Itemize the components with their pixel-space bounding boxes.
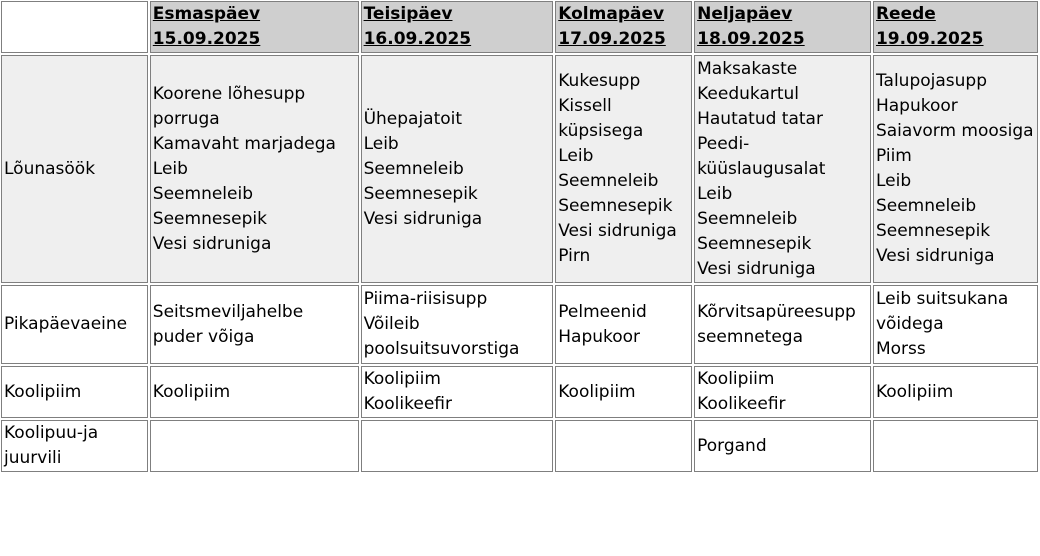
menu-item: poolsuitsuvorstiga <box>363 339 520 359</box>
menu-item: Vesi sidruniga <box>558 221 677 241</box>
menu-item: Pirn <box>558 246 591 266</box>
day-date: 19.09.2025 <box>875 29 984 49</box>
category-label <box>1 285 148 364</box>
menu-item: Seemnesepik <box>363 183 478 204</box>
menu-item: Leib <box>875 171 912 191</box>
category-label <box>1 420 148 472</box>
menu-item: Võileib <box>363 314 420 334</box>
menu-item: Maksakaste <box>697 58 798 79</box>
menu-item: Hautatud tatar <box>697 108 823 129</box>
day-date: 16.09.2025 <box>363 29 472 49</box>
menu-item: Seitsmeviljahelbe <box>152 301 304 322</box>
menu-item: Koolipiim <box>363 369 441 389</box>
menu-cell <box>361 420 554 472</box>
menu-item: Saiavorm moosiga <box>875 121 1034 141</box>
day-header-wednesday <box>555 1 692 53</box>
category-text: Pikapäevaeine <box>4 314 128 334</box>
menu-item: Peedi- <box>697 133 750 154</box>
menu-item: Seemneleib <box>558 171 659 191</box>
menu-cell <box>150 55 359 283</box>
menu-item: võidega <box>875 314 944 334</box>
menu-item: Seemnesepik <box>558 196 673 216</box>
menu-item: Leib <box>558 146 594 166</box>
menu-item: Piim <box>875 146 912 166</box>
menu-item: Vesi sidruniga <box>152 233 272 254</box>
menu-item: Leib suitsukana <box>875 289 1009 309</box>
menu-cell <box>873 420 1038 472</box>
menu-item: Vesi sidruniga <box>363 208 483 229</box>
menu-item: Keedukartul <box>697 83 800 104</box>
menu-item: Koolikeefir <box>363 394 452 414</box>
menu-cell <box>694 55 871 283</box>
day-header-monday <box>150 1 359 53</box>
menu-item: seemnetega <box>697 326 804 347</box>
menu-cell <box>150 366 359 418</box>
day-date: 17.09.2025 <box>558 29 666 49</box>
day-date: 18.09.2025 <box>697 29 805 49</box>
day-date: 15.09.2025 <box>152 29 261 49</box>
category-text: Koolipiim <box>4 381 82 402</box>
menu-item: Seemneleib <box>363 158 464 179</box>
menu-item: Seemnesepik <box>875 221 991 241</box>
menu-item: Porgand <box>697 435 767 456</box>
menu-item: Vesi sidruniga <box>697 258 816 279</box>
menu-item: Koolipiim <box>875 381 954 402</box>
menu-item: Seemneleib <box>875 196 977 216</box>
menu-item: Koolipiim <box>152 381 231 402</box>
row-lunch <box>1 55 1038 283</box>
menu-item: Hapukoor <box>558 326 641 347</box>
menu-item: küüslaugusalat <box>697 158 826 179</box>
menu-cell <box>555 366 692 418</box>
menu-item: Koorene lõhesupp <box>152 83 306 104</box>
menu-item: Seemneleib <box>697 208 798 229</box>
header-row <box>1 1 1038 53</box>
menu-item: puder võiga <box>152 326 255 347</box>
menu-item: porruga <box>152 108 220 129</box>
menu-cell <box>694 285 871 364</box>
day-header-thursday <box>694 1 871 53</box>
menu-cell <box>873 285 1038 364</box>
menu-item: Vesi sidruniga <box>875 246 995 266</box>
menu-item: Kõrvitsapüreesupp <box>697 301 856 322</box>
day-name: Neljapäev <box>697 4 793 24</box>
menu-cell <box>555 420 692 472</box>
day-name: Kolmapäev <box>558 4 665 24</box>
menu-item: Seemnesepik <box>697 233 812 254</box>
menu-cell <box>694 366 871 418</box>
day-header-friday <box>873 1 1038 53</box>
menu-item: Leib <box>697 183 733 204</box>
menu-item: Talupojasupp <box>875 71 987 91</box>
category-text: Koolipuu-ja juurvili <box>4 423 99 468</box>
menu-item: Piima-riisisupp <box>363 289 488 309</box>
menu-cell <box>361 366 554 418</box>
day-name: Reede <box>875 4 936 24</box>
menu-item: Seemneleib <box>152 183 253 204</box>
menu-item: Kukesupp <box>558 71 641 91</box>
menu-cell <box>873 366 1038 418</box>
row-fruit-vegetables <box>1 420 1038 472</box>
menu-item: Seemnesepik <box>152 208 267 229</box>
menu-item: küpsisega <box>558 121 644 141</box>
menu-cell <box>555 285 692 364</box>
menu-item: Hapukoor <box>875 96 958 116</box>
menu-item: Koolipiim <box>558 381 636 402</box>
corner-cell <box>1 1 148 53</box>
day-header-tuesday <box>361 1 554 53</box>
menu-cell <box>150 420 359 472</box>
menu-cell <box>694 420 871 472</box>
row-afternoon-meal <box>1 285 1038 364</box>
menu-item: Koolipiim <box>697 369 775 389</box>
menu-cell <box>555 55 692 283</box>
menu-item: Kissell <box>558 96 612 116</box>
category-label <box>1 55 148 283</box>
menu-item: Kamavaht marjadega <box>152 133 336 154</box>
menu-cell <box>361 55 554 283</box>
row-school-milk <box>1 366 1038 418</box>
category-text: Lõunasöök <box>4 158 96 179</box>
day-name: Teisipäev <box>363 4 453 24</box>
menu-item: Leib <box>152 158 188 179</box>
day-name: Esmaspäev <box>152 4 261 24</box>
menu-item: Koolikeefir <box>697 394 786 414</box>
menu-item: Pelmeenid <box>558 301 647 322</box>
menu-cell <box>150 285 359 364</box>
menu-item: Morss <box>875 339 926 359</box>
menu-cell <box>361 285 554 364</box>
menu-item: Ühepajatoit <box>363 108 463 129</box>
category-label <box>1 366 148 418</box>
menu-item: Leib <box>363 133 399 154</box>
menu-cell <box>873 55 1038 283</box>
